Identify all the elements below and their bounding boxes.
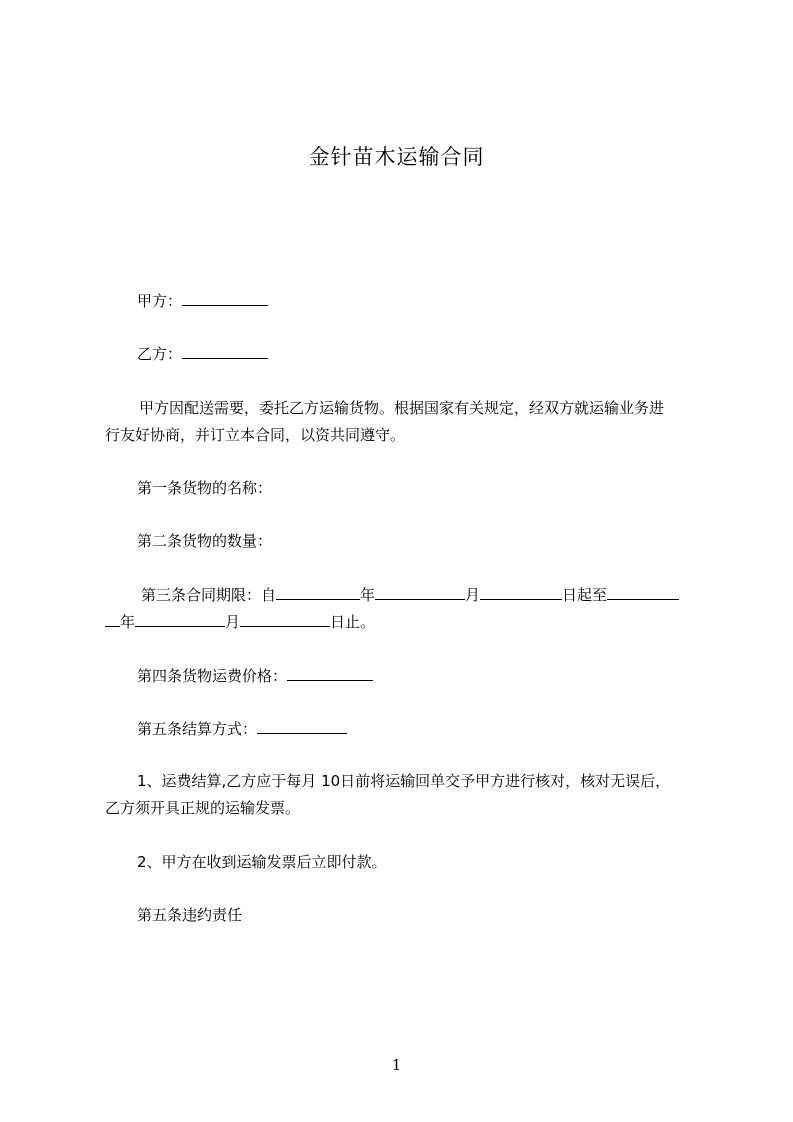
clause-1-line-2: 乙方须开具正规的运输发票。 (105, 799, 301, 817)
party-b-blank (182, 342, 268, 359)
article-4-freight-price-line (137, 664, 373, 687)
article-3-term-line-2 (105, 610, 375, 633)
end-month-label: 月 (225, 613, 241, 631)
start-day-label: 日起至 (562, 586, 608, 604)
article-3-prefix: 第三条合同期限：自 (141, 586, 277, 604)
start-day-blank (480, 583, 562, 600)
start-year-blank (276, 583, 360, 600)
end-year-blank-part1 (607, 583, 679, 600)
article-3-term-line-1 (141, 583, 679, 606)
start-year-label: 年 (360, 586, 376, 604)
page-number: 1 (391, 1056, 402, 1074)
party-a-label: 甲方： (137, 292, 183, 310)
article-5-settlement-line (137, 717, 347, 740)
start-month-blank (375, 583, 465, 600)
party-a-blank (182, 289, 268, 306)
party-a-line (137, 289, 268, 312)
article-1-goods-name: 第一条货物的名称： (137, 479, 273, 497)
clause-2: 2、甲方在收到运输发票后立即付款。 (137, 853, 387, 871)
party-b-line (137, 342, 268, 365)
end-year-label: 年 (120, 613, 136, 631)
preamble-line-1: 甲方因配送需要，委托乙方运输货物。根据国家有关规定，经双方就运输业务进 (139, 399, 665, 417)
clause-1-line-1: 1、运费结算,乙方应于每月 10日前将运输回单交予甲方进行核对，核对无误后， (137, 772, 671, 790)
start-month-label: 月 (465, 586, 481, 604)
end-day-blank (240, 610, 330, 627)
article-2-goods-quantity: 第二条货物的数量： (137, 532, 273, 550)
party-b-label: 乙方： (137, 345, 183, 363)
freight-price-blank (287, 664, 373, 681)
end-year-blank-part2 (105, 610, 120, 627)
end-day-label: 日止。 (330, 613, 376, 631)
preamble-line-2: 行友好协商，并订立本合同，以资共同遵守。 (105, 426, 406, 444)
article-4-label: 第四条货物运费价格： (137, 667, 288, 685)
document-title: 金针苗木运输合同 (308, 145, 485, 169)
settlement-method-blank (257, 717, 347, 734)
article-5-breach-liability: 第五条违约责任 (137, 906, 243, 924)
article-5-label: 第五条结算方式： (137, 720, 258, 738)
end-month-blank (135, 610, 225, 627)
